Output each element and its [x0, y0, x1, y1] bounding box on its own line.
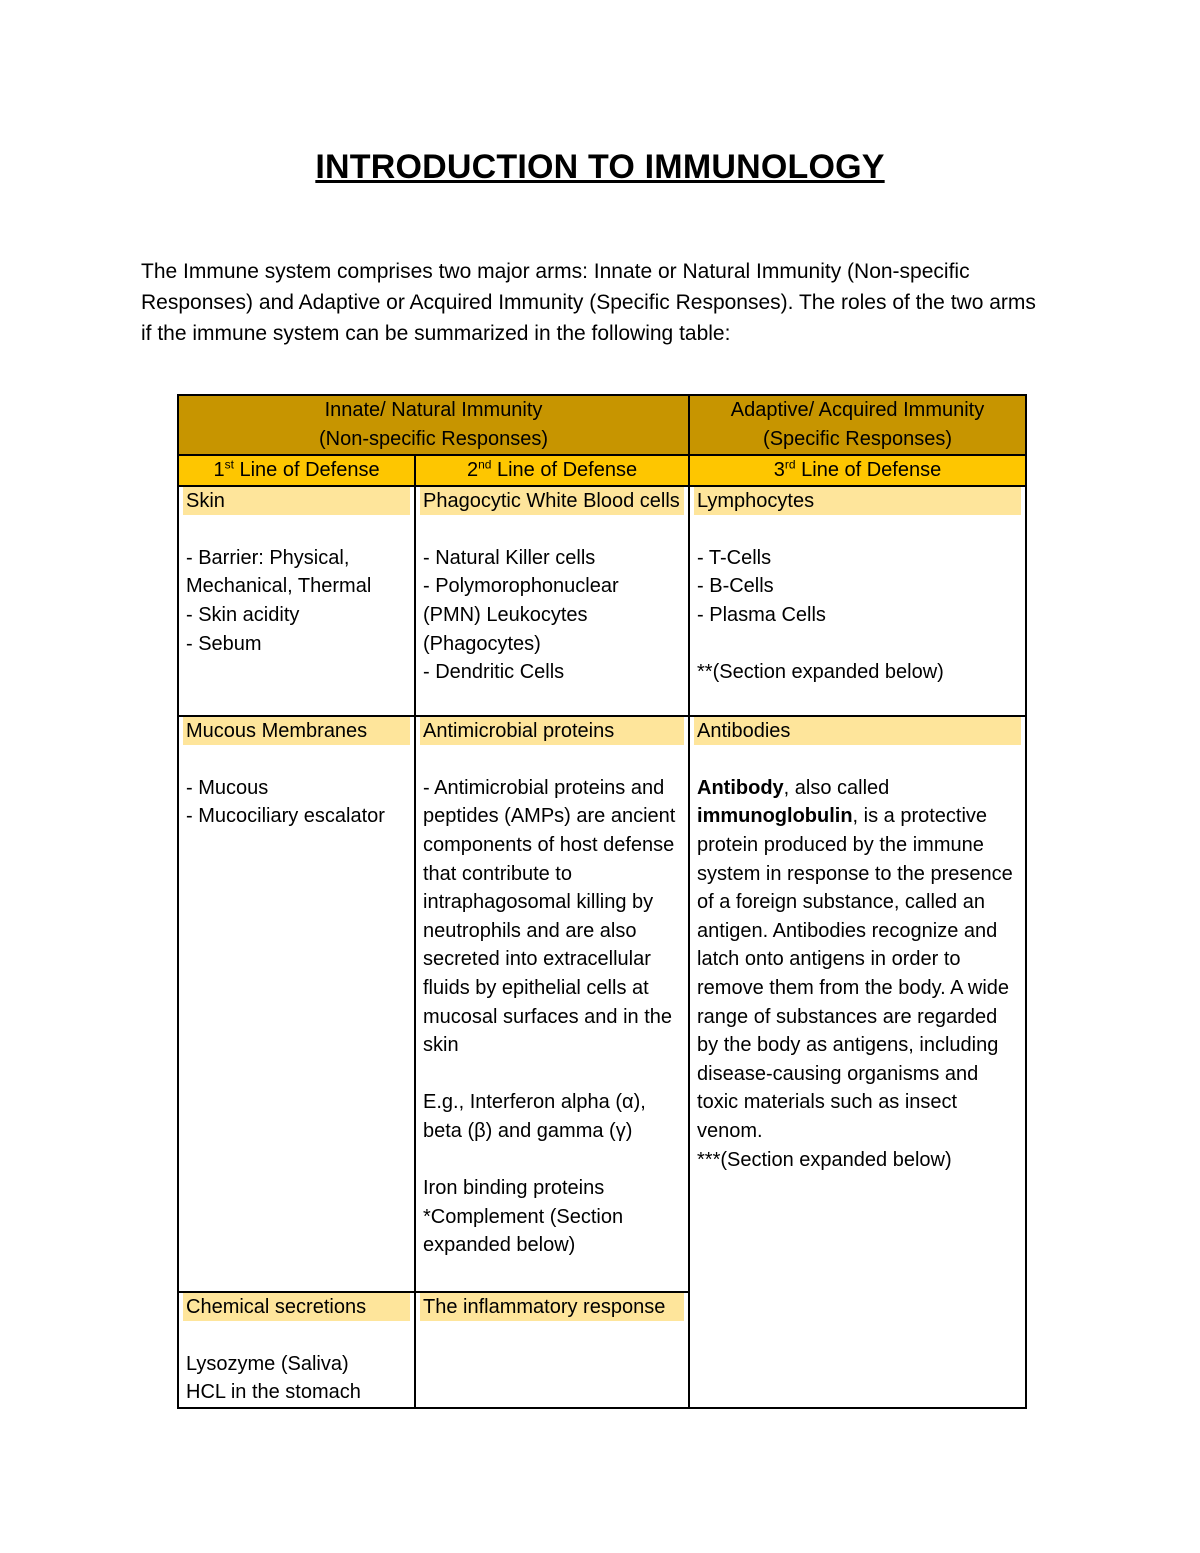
antimicrobial-cell: Antimicrobial proteins - Antimicrobial proteins and peptides (AMPs) are ancient components of host defense that contribute to intraphagosomal killing by neutrophils and are also secreted into extracellular fluids by epithelial cells at mucosal surfaces and in the skin E.g., Interferon alpha (α), beta (β) and gamma (γ) Iron binding proteins *Complement (Section expanded below) [415, 716, 689, 1292]
lymphocytes-cell: Lymphocytes - T-Cells - B-Cells - Plasma Cells **(Section expanded below) [689, 486, 1026, 716]
immunity-table [177, 394, 1027, 1409]
intro-line: The Immune system comprises two major arms: Innate or Natural Immunity (Non-specific [141, 260, 970, 283]
table-row [178, 486, 1026, 716]
skin-label: Skin [183, 487, 410, 516]
inflammatory-label: The inflammatory response [420, 1293, 684, 1322]
mucous-label: Mucous Membranes [183, 717, 410, 746]
antimicrobial-label: Antimicrobial proteins [420, 717, 684, 746]
antibodies-label: Antibodies [694, 717, 1021, 746]
chemical-cell: Chemical secretions Lysozyme (Saliva) HCL in the stomach [178, 1292, 415, 1408]
header-row-lines [178, 455, 1026, 486]
lymphocytes-label: Lymphocytes [694, 487, 1021, 516]
intro-line: Responses) and Adaptive or Acquired Immunity (Specific Responses). The roles of the two arms [141, 291, 1036, 314]
chemical-label: Chemical secretions [183, 1293, 410, 1322]
antibodies-description: Antibody, also called immunoglobulin, is a protective protein produced by the immune system in response to the presence of a foreign substance, called an antigen. Antibodies recognize and latch onto antigens in order to remove them from the body. A wide range of substances are regarded by the body as antigens, including disease-causing organisms and toxic materials such as insect venom. [697, 776, 1013, 1142]
adaptive-header: Adaptive/ Acquired Immunity (Specific Responses) [689, 395, 1026, 455]
inflammatory-cell [415, 1292, 689, 1408]
innate-header: Innate/ Natural Immunity (Non-specific Responses) [178, 395, 689, 455]
phagocytic-cell: Phagocytic White Blood cells - Natural Killer cells - Polymorophonuclear (PMN) Leukocytes (Phagocytes) - Dendritic Cells [415, 486, 689, 716]
first-line-header: 1st Line of Defense [178, 455, 415, 486]
intro-line: if the immune system can be summarized in the following table: [141, 322, 731, 345]
table-row [178, 716, 1026, 1292]
second-line-header: 2nd Line of Defense [415, 455, 689, 486]
third-line-header: 3rd Line of Defense [689, 455, 1026, 486]
mucous-cell: Mucous Membranes - Mucous - Mucociliary escalator [178, 716, 415, 1292]
skin-cell: Skin - Barrier: Physical, Mechanical, Thermal - Skin acidity - Sebum [178, 486, 415, 716]
header-row-arms [178, 395, 1026, 455]
intro-paragraph [141, 256, 1071, 349]
page-title: INTRODUCTION TO IMMUNOLOGY [315, 148, 885, 186]
antibodies-cell: Antibodies Antibody, also called immunoglobulin, is a protective protein produced by the immune system in response to the presence of a foreign substance, called an antigen. Antibodies recognize and latch onto antigens in order to remove them from the body. A wide range of substances are regarded by the body as antigens, including disease-causing organisms and toxic materials such as insect venom. ***(Section expanded below) [689, 716, 1026, 1408]
phagocytic-label: Phagocytic White Blood cells [420, 487, 684, 516]
